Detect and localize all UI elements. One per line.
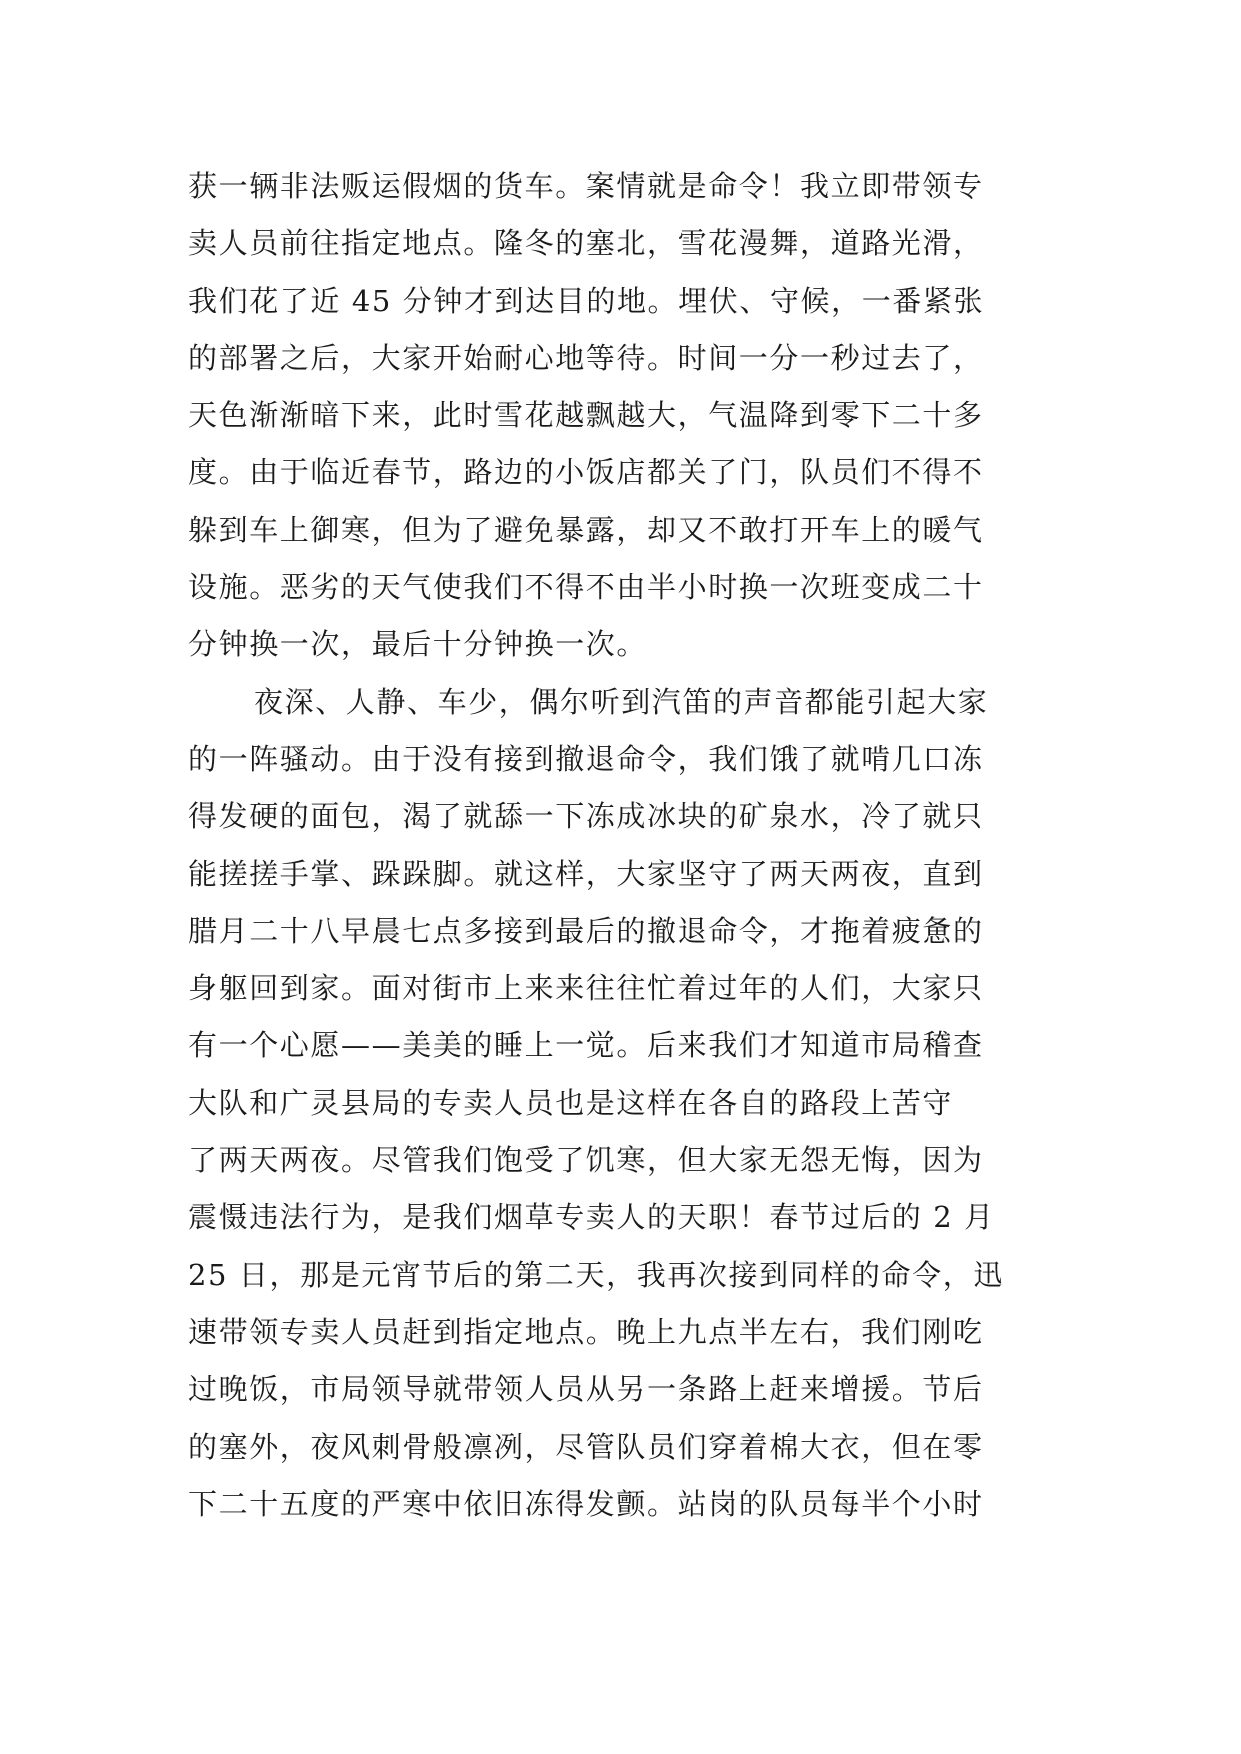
text-line: 过晚饭，市局领导就带领人员从另一条路上赶来增援。节后 [188,1372,984,1407]
text-line: 卖人员前往指定地点。隆冬的塞北，雪花漫舞，道路光滑， [188,226,984,261]
text-line: 有一个心愿——美美的睡上一觉。后来我们才知道市局稽查 [188,1028,984,1063]
text-line: 腊月二十八早晨七点多接到最后的撤退命令，才拖着疲惫的 [188,913,984,948]
text-line: 25 日，那是元宵节后的第二天，我再次接到同样的命令，迅 [188,1257,1004,1292]
text-line: 震慑违法行为，是我们烟草专卖人的天职！春节过后的 2 月 [188,1200,995,1235]
text-line: 了两天两夜。尽管我们饱受了饥寒，但大家无怨无悔，因为 [188,1143,984,1178]
text-line: 设施。恶劣的天气使我们不得不由半小时换一次班变成二十 [188,570,984,605]
body-text [188,158,1068,1533]
text-line: 天色渐渐暗下来，此时雪花越飘越大，气温降到零下二十多 [188,398,984,433]
text-line: 速带领专卖人员赶到指定地点。晚上九点半左右，我们刚吃 [188,1314,984,1349]
text-line: 躲到车上御寒，但为了避免暴露，却又不敢打开车上的暖气 [188,512,984,547]
text-line: 身躯回到家。面对街市上来来往往忙着过年的人们，大家只 [188,971,984,1006]
text-line: 的一阵骚动。由于没有接到撤退命令，我们饿了就啃几口冻 [188,741,984,776]
text-line: 我们花了近 45 分钟才到达目的地。埋伏、守候，一番紧张 [188,283,985,318]
text-line: 能搓搓手掌、跺跺脚。就这样，大家坚守了两天两夜，直到 [188,856,984,891]
text-line: 大队和广灵县局的专卖人员也是这样在各自的路段上苦守 [188,1085,954,1120]
text-line: 得发硬的面包，渴了就舔一下冻成冰块的矿泉水，冷了就只 [188,799,984,834]
paragraph-first-line: 夜深、人静、车少，偶尔听到汽笛的声音都能引起大家 [254,684,989,719]
text-line: 度。由于临近春节，路边的小饭店都关了门，队员们不得不 [188,455,984,490]
text-line: 的部署之后，大家开始耐心地等待。时间一分一秒过去了， [188,340,984,375]
text-line: 的塞外，夜风刺骨般凛冽，尽管队员们穿着棉大衣，但在零 [188,1429,984,1464]
text-line: 分钟换一次，最后十分钟换一次。 [188,627,648,662]
text-line: 获一辆非法贩运假烟的货车。案情就是命令！我立即带领专 [188,169,984,203]
text-line: 下二十五度的严寒中依旧冻得发颤。站岗的队员每半个小时 [188,1486,984,1521]
